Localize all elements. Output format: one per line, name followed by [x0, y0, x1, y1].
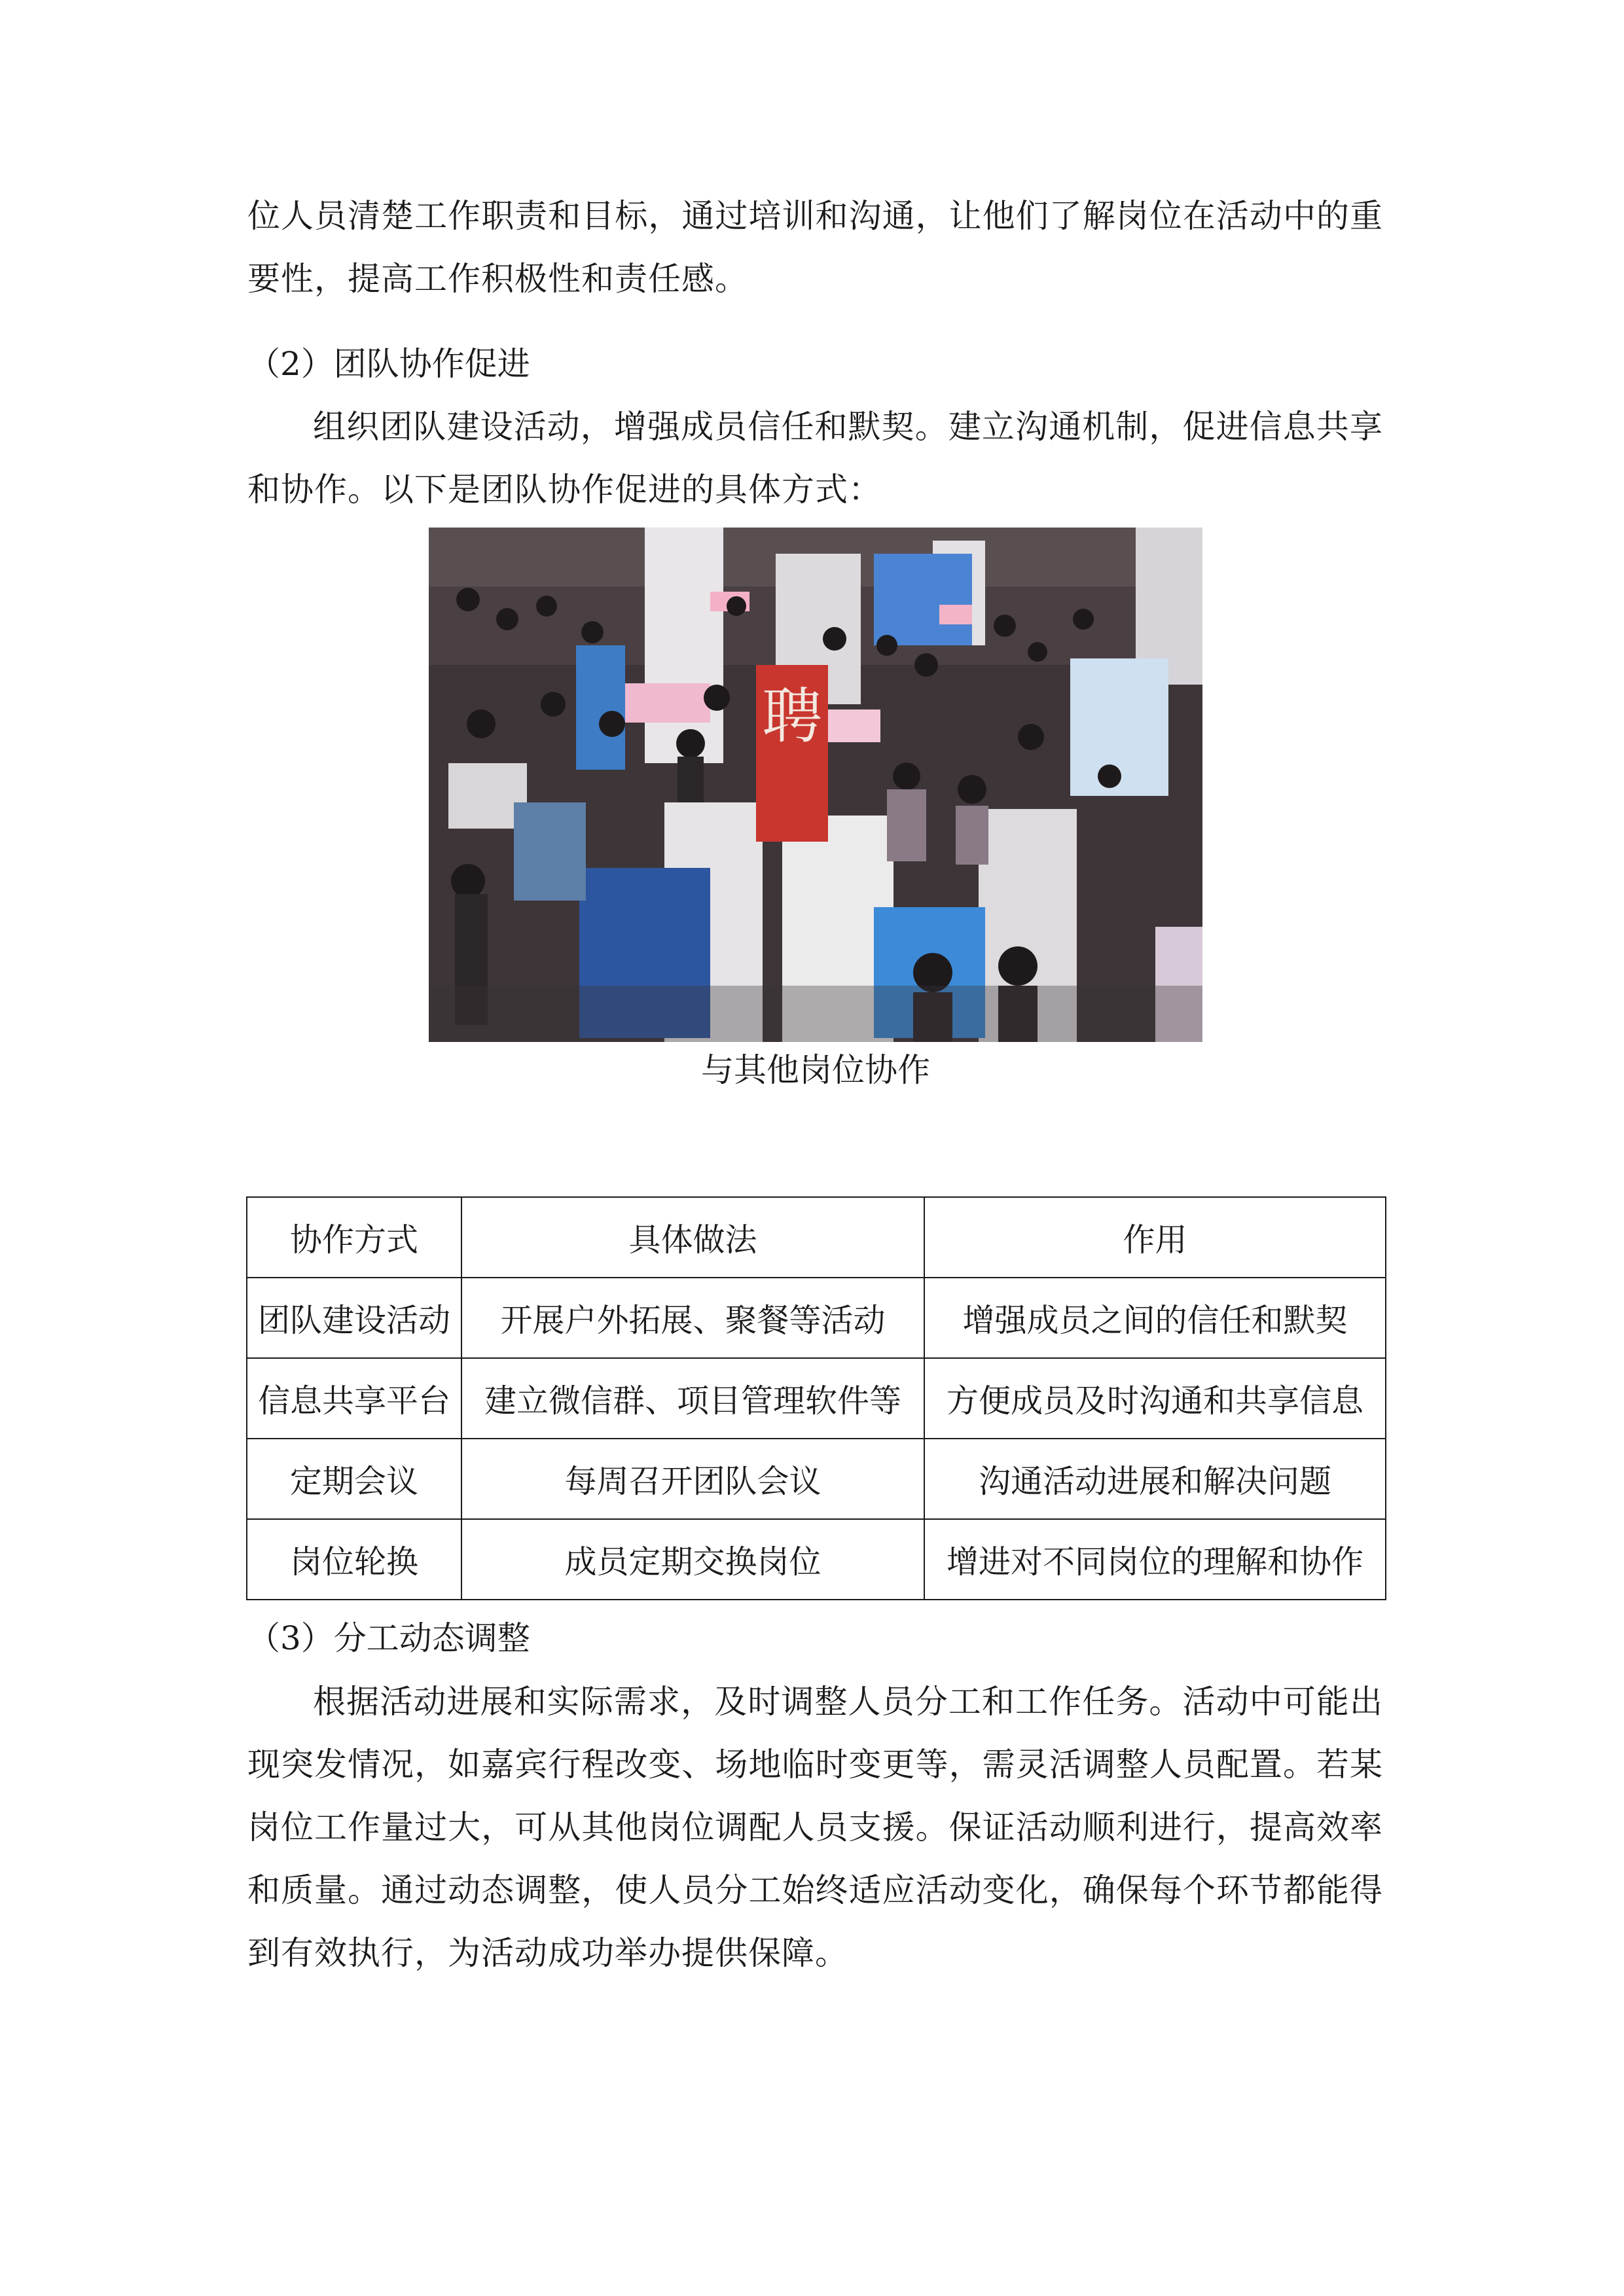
table-cell: 增进对不同岗位的理解和协作 — [924, 1519, 1386, 1600]
header-effect: 作用 — [924, 1197, 1386, 1278]
table-cell: 方便成员及时沟通和共享信息 — [924, 1358, 1386, 1439]
figure-caption: 与其他岗位协作 — [701, 1051, 930, 1089]
intro-paragraph: 位人员清楚工作职责和目标，通过培训和沟通，让他们了解岗位在活动中的重要性，提高工作积极性和责任感。 — [247, 197, 1383, 298]
table-cell: 建立微信群、项目管理软件等 — [461, 1358, 924, 1439]
table-cell: 定期会议 — [247, 1439, 461, 1519]
team-collab-paragraph: 组织团队建设活动，增强成员信任和默契。建立沟通机制，促进信息共享和协作。以下是团队协作促进的具体方式： — [247, 408, 1383, 509]
table-cell: 沟通活动进展和解决问题 — [924, 1439, 1386, 1519]
table-cell: 增强成员之间的信任和默契 — [924, 1278, 1386, 1358]
table-cell: 开展户外拓展、聚餐等活动 — [461, 1278, 924, 1358]
table-header-row — [247, 1197, 1386, 1278]
job-fair-photo — [429, 528, 1202, 1042]
table-cell: 每周召开团队会议 — [461, 1439, 924, 1519]
table-row — [247, 1519, 1386, 1600]
dynamic-adjustment-paragraph: 根据活动进展和实际需求，及时调整人员分工和工作任务。活动中可能出现突发情况，如嘉宾行程改变、场地临时变更等，需灵活调整人员配置。若某岗位工作量过大，可从其他岗位调配人员支援。保证活动顺利进行，提高效率和质量。通过动态调整，使人员分工始终适应活动变化，确保每个环节都能得到有效执行，为活动成功举办提供保障。 — [247, 1683, 1383, 1972]
header-practice: 具体做法 — [461, 1197, 924, 1278]
table-row — [247, 1439, 1386, 1519]
table-row — [247, 1358, 1386, 1439]
collaboration-methods-table — [246, 1196, 1386, 1600]
banner-character: 聘 — [761, 681, 823, 751]
section-heading-3: （3）分工动态调整 — [247, 1619, 530, 1657]
table-cell: 岗位轮换 — [247, 1519, 461, 1600]
section-heading-2: （2）团队协作促进 — [247, 345, 530, 383]
table-cell: 成员定期交换岗位 — [461, 1519, 924, 1600]
table-cell: 团队建设活动 — [247, 1278, 461, 1358]
header-method: 协作方式 — [247, 1197, 461, 1278]
table-row — [247, 1278, 1386, 1358]
table-cell: 信息共享平台 — [247, 1358, 461, 1439]
